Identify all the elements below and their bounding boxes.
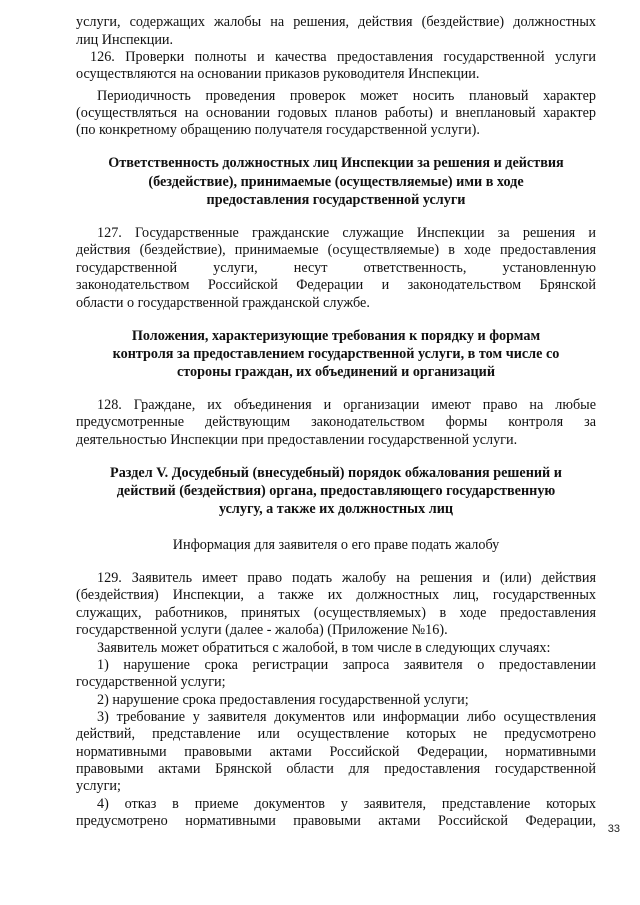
section-heading-line: предоставления государственной услуги — [206, 192, 466, 208]
paragraph-line: Периодичность проведения проверок может носить плановый характер — [97, 88, 596, 104]
paragraph-line: действий, представление или осуществление которых не предусмотрено — [76, 726, 596, 742]
paragraph-line: (осуществляться на основании годовых планов работы) и внеплановый характер — [76, 105, 596, 121]
paragraph-line: 3) требование у заявителя документов или информации либо осуществления — [97, 709, 596, 725]
paragraph-line: 4) отказ в приеме документов у заявителя, представление которых — [97, 796, 596, 812]
paragraph-line: государственной услуги, несут ответственность, установленную — [76, 260, 596, 276]
paragraph-line: деятельностью Инспекции при предоставлении государственной услуги. — [76, 432, 518, 448]
section-heading-line: действий (бездействия) органа, предоставляющего государственную — [116, 483, 556, 499]
paragraph-line: правовыми актами Брянской области для предоставления государственной — [76, 761, 596, 777]
paragraph-line: нормативными правовыми актами Российской Федерации, нормативными — [76, 744, 596, 760]
paragraph-line: области о государственной гражданской службе. — [76, 295, 370, 311]
paragraph-line: государственной услуги; — [76, 674, 226, 690]
section-heading-line: Ответственность должностных лиц Инспекции за решения и действия — [108, 155, 564, 171]
section-heading-line: Раздел V. Досудебный (внесудебный) порядок обжалования решений и — [110, 465, 562, 481]
page-number: 33 — [607, 823, 620, 835]
paragraph-line: осуществляются на основании приказов руководителя Инспекции. — [76, 66, 480, 82]
section-heading-line: услугу, а также их должностных лиц — [218, 501, 454, 517]
paragraph-line: предусмотренные действующим законодательством формы контроля за — [76, 414, 596, 430]
paragraph-line: государственной услуги (далее - жалоба) (Приложение №16). — [76, 622, 448, 638]
paragraph-line: услуги; — [76, 778, 121, 794]
paragraph-line: 126. Проверки полноты и качества предоставления государственной услуги — [90, 49, 596, 65]
paragraph-line: (бездействия) Инспекции, а также их должностных лиц, государственных — [76, 587, 596, 603]
paragraph-line: 128. Граждане, их объединения и организации имеют право на любые — [97, 397, 596, 413]
paragraph-line: предусмотрено нормативными правовыми актами Российской Федерации, — [76, 813, 596, 829]
paragraph-line: 129. Заявитель имеет право подать жалобу на решения и (или) действия — [97, 570, 596, 586]
paragraph-line: 1) нарушение срока регистрации запроса заявителя о предоставлении — [97, 657, 596, 673]
paragraph-line: лиц Инспекции. — [76, 32, 174, 48]
section-heading-line: стороны граждан, их объединений и организаций — [176, 364, 496, 380]
section-heading-line: (бездействие), принимаемые (осуществляемые) ими в ходе — [148, 174, 524, 190]
section-heading-line: Положения, характеризующие требования к порядку и формам — [131, 328, 541, 344]
paragraph-line: 127. Государственные гражданские служащие Инспекции за решения и — [97, 225, 596, 241]
paragraph-line: (по конкретному обращению получателя государственной услуги). — [76, 122, 480, 138]
paragraph-line: услуги, содержащих жалобы на решения, действия (бездействие) должностных — [76, 14, 596, 30]
paragraph-line: законодательством Российской Федерации и законодательством Брянской — [76, 277, 596, 293]
paragraph-line: служащих, работников, принятых (осуществляемых) в ходе предоставления — [76, 605, 596, 621]
section-heading-line: Информация для заявителя о его праве подать жалобу — [172, 537, 500, 553]
paragraph-line: 2) нарушение срока предоставления государственной услуги; — [97, 692, 469, 708]
paragraph-line: действия (бездействие), принимаемые (осуществляемые) в ходе предоставления — [76, 242, 596, 258]
paragraph-line: Заявитель может обратиться с жалобой, в том числе в следующих случаях: — [97, 640, 551, 656]
section-heading-line: контроля за предоставлением государственной услуги, в том числе со — [112, 346, 560, 362]
